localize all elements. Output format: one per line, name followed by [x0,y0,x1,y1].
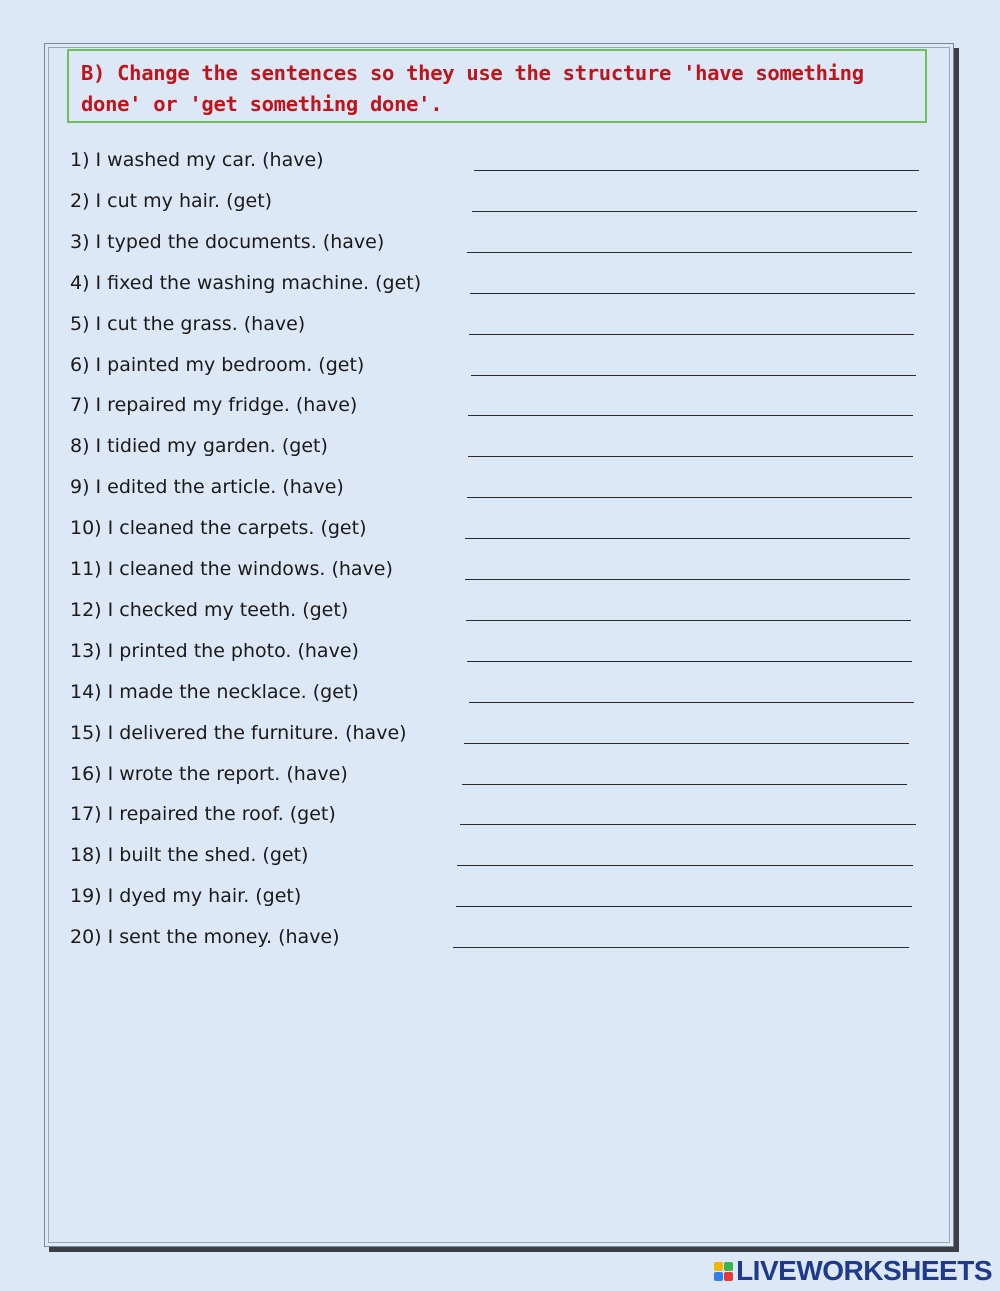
exercise-row [70,390,930,420]
answer-line[interactable] [466,620,911,621]
exercise-sentence: 15) I delivered the furniture. (have) [70,721,407,744]
exercise-row [70,554,930,584]
answer-line[interactable] [471,375,916,376]
exercise-sentence: 18) I built the shed. (get) [70,844,309,867]
exercise-sentence: 19) I dyed my hair. (get) [70,885,302,908]
exercise-row [70,718,930,748]
exercise-sentence: 16) I wrote the report. (have) [70,762,348,785]
answer-line[interactable] [472,211,917,212]
liveworksheets-logo-icon [714,1262,733,1281]
answer-line[interactable] [469,702,914,703]
answer-line[interactable] [470,293,915,294]
exercise-sentence: 8) I tidied my garden. (get) [70,435,328,458]
exercise-sentence: 14) I made the necklace. (get) [70,680,359,703]
answer-line[interactable] [453,947,909,948]
logo-square [724,1262,733,1271]
exercise-row [70,636,930,666]
exercise-row [70,840,930,870]
answer-line[interactable] [457,865,913,866]
exercise-sentence: 7) I repaired my fridge. (have) [70,394,358,417]
exercise-sentence: 13) I printed the photo. (have) [70,639,359,662]
liveworksheets-logo [714,1255,992,1287]
exercise-row [70,799,930,829]
instruction-line-1: B) Change the sentences so they use the structure 'have something [81,61,864,85]
answer-line[interactable] [467,497,912,498]
answer-line[interactable] [456,906,912,907]
exercise-sentence: 9) I edited the article. (have) [70,476,344,499]
answer-line[interactable] [468,456,913,457]
answer-line[interactable] [468,415,913,416]
answer-line[interactable] [465,538,910,539]
exercise-row [70,472,930,502]
answer-line[interactable] [469,334,914,335]
exercise-sentence: 5) I cut the grass. (have) [70,312,306,335]
answer-line[interactable] [467,661,912,662]
exercise-row [70,922,930,952]
exercise-row [70,309,930,339]
exercise-row [70,186,930,216]
answer-line[interactable] [474,170,919,171]
exercise-sentence: 12) I checked my teeth. (get) [70,598,349,621]
exercise-row [70,513,930,543]
instruction-box [67,49,927,123]
exercise-sentence: 20) I sent the money. (have) [70,926,340,949]
exercise-row [70,431,930,461]
logo-text: LIVEWORKSHEETS [736,1255,992,1286]
exercise-row [70,145,930,175]
answer-line[interactable] [460,824,916,825]
exercise-sentence: 6) I painted my bedroom. (get) [70,353,365,376]
answer-line[interactable] [467,252,912,253]
logo-square [724,1272,733,1281]
exercise-sentence: 10) I cleaned the carpets. (get) [70,517,367,540]
exercise-row [70,268,930,298]
exercise-sentence: 17) I repaired the roof. (get) [70,803,336,826]
instruction-line-2: done' or 'get something done'. [81,92,443,116]
exercise-row [70,595,930,625]
answer-line[interactable] [462,784,907,785]
exercise-row [70,677,930,707]
logo-square [714,1272,723,1281]
answer-line[interactable] [464,743,909,744]
exercise-row [70,350,930,380]
exercise-row [70,227,930,257]
exercise-sentence: 11) I cleaned the windows. (have) [70,558,393,580]
exercise-row [70,759,930,789]
exercise-sentence: 2) I cut my hair. (get) [70,189,273,212]
exercise-row [70,881,930,911]
exercise-sentence: 4) I fixed the washing machine. (get) [70,271,422,294]
exercise-sentence: 3) I typed the documents. (have) [70,230,385,253]
answer-line[interactable] [465,579,910,580]
logo-square [714,1262,723,1271]
exercise-sentence: 1) I washed my car. (have) [70,149,324,171]
